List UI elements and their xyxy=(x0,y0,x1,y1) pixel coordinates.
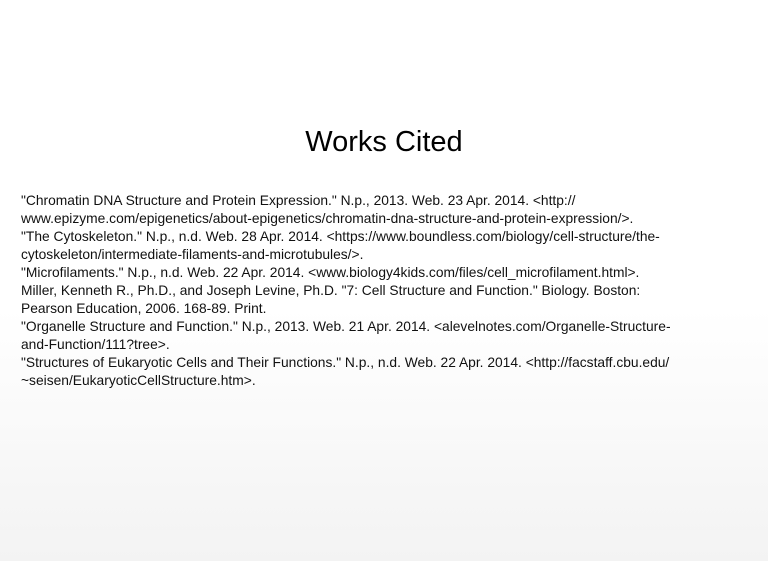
citation-item xyxy=(21,318,753,354)
citation-item xyxy=(21,192,753,228)
page-title: Works Cited xyxy=(305,126,463,158)
citation-line: "The Cytoskeleton." N.p., n.d. Web. 28 Apr. 2014. <https://www.boundless.com/biology/cell-structure/the- xyxy=(21,229,660,244)
citation-item xyxy=(21,264,753,282)
citation-list xyxy=(21,192,753,390)
citation-item xyxy=(21,354,753,390)
citation-item xyxy=(21,228,753,264)
citation-line: "Organelle Structure and Function." N.p., 2013. Web. 21 Apr. 2014. <alevelnotes.com/Organelle-Structure- xyxy=(21,319,671,334)
citation-line: "Microfilaments." N.p., n.d. Web. 22 Apr. 2014. <www.biology4kids.com/files/cell_microfilament.html>. xyxy=(21,265,640,280)
citation-line: Pearson Education, 2006. 168-89. Print. xyxy=(21,301,267,316)
citation-line: cytoskeleton/intermediate-filaments-and-microtubules/>. xyxy=(21,247,364,262)
citation-line: "Chromatin DNA Structure and Protein Expression." N.p., 2013. Web. 23 Apr. 2014. <http:// xyxy=(21,193,576,208)
citation-line: ~seisen/EukaryoticCellStructure.htm>. xyxy=(21,373,256,388)
citation-line: and-Function/111?tree>. xyxy=(21,337,170,352)
citation-line: Miller, Kenneth R., Ph.D., and Joseph Levine, Ph.D. "7: Cell Structure and Function." Biology. Boston: xyxy=(21,283,641,298)
citation-item xyxy=(21,282,753,318)
citation-line: www.epizyme.com/epigenetics/about-epigenetics/chromatin-dna-structure-and-protein-expression/>. xyxy=(21,211,634,226)
citation-line: "Structures of Eukaryotic Cells and Their Functions." N.p., n.d. Web. 22 Apr. 2014. <http://facstaff.cbu.edu/ xyxy=(21,355,670,370)
